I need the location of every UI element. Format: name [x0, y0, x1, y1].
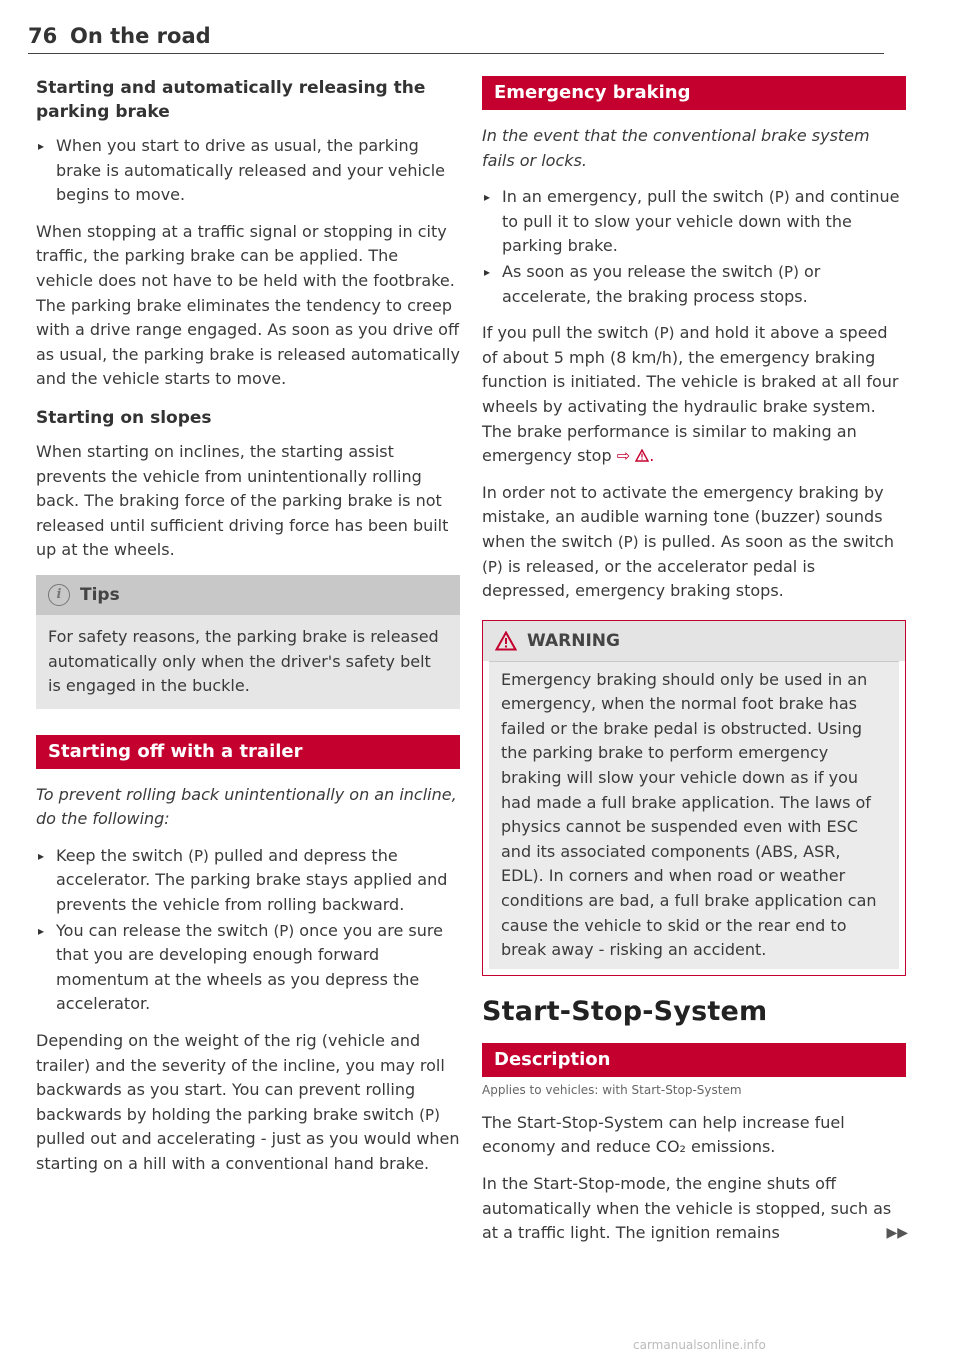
page-header	[28, 24, 884, 54]
parking-switch-icon: (P)	[482, 557, 503, 576]
section-title: On the road	[70, 24, 211, 48]
parking-switch-icon: (P)	[778, 262, 799, 281]
section-bar-trailer: Starting off with a trailer	[36, 735, 460, 769]
paragraph-stopping: When stopping at a traffic signal or stopping in city traffic, the parking brake can be applied. The vehicle does not have to be held with the footbrake. The parking brake eliminates the tendency to creep with a drive range engaged. As soon as you drive off as usual, the parking brake is released automatically and the vehicle starts to move.	[36, 221, 460, 389]
paragraph-weight	[36, 1029, 460, 1177]
tips-header	[36, 575, 460, 615]
arrow-right-icon: ⇨	[616, 446, 631, 466]
step-text: As soon as you release the switch	[502, 261, 774, 281]
section-bar-description: Description	[482, 1043, 906, 1077]
parking-switch-icon: (P)	[273, 921, 295, 940]
list-item: ▸ When you start to drive as usual, the parking brake is automatically released and your vehicle begins to move.	[36, 134, 460, 208]
tips-box	[36, 575, 460, 709]
warning-header	[483, 621, 905, 661]
paragraph-order	[482, 481, 906, 604]
page-number: 76	[28, 24, 58, 48]
parking-switch-icon: (P)	[419, 1105, 440, 1124]
applies-note: Applies to vehicles: with Start-Stop-System	[482, 1082, 742, 1097]
cross-reference-link[interactable]: ⇨ .	[616, 446, 655, 466]
parking-switch-icon: (P)	[653, 324, 675, 343]
list-item	[36, 919, 460, 1017]
heading-release: Starting and automatically releasing the parking brake	[36, 78, 426, 122]
section-bar-emergency: Emergency braking	[482, 76, 906, 110]
step-text: or accelerate, the braking process stops.	[502, 261, 821, 306]
release-steps	[36, 134, 460, 208]
step-text: once you are sure that you are developing enough forward momentum at the wheels as you depress the accelerator.	[56, 920, 443, 1014]
warning-label: WARNING	[527, 630, 620, 651]
parking-switch-icon: (P)	[768, 188, 790, 207]
heading-slopes: Starting on slopes	[36, 407, 212, 428]
step-text: In an emergency, pull the switch	[502, 187, 764, 207]
step-text: pulled and depress the accelerator. The parking brake stays applied and prevents the vehicle from rolling backward.	[56, 845, 448, 915]
tips-label: Tips	[80, 584, 120, 605]
text-span: pulled out and accelerating - just as you would when starting on a hill with a conventional hand brake.	[36, 1129, 460, 1173]
double-arrow-right-icon[interactable]: ▶▶	[886, 1225, 908, 1242]
right-column	[482, 76, 906, 1258]
list-item	[36, 844, 460, 918]
warning-body	[489, 661, 899, 969]
text-span: In order not to activate the emergency braking by mistake, an audible warning tone (buzzer) sounds when the switch	[482, 482, 884, 551]
text-span: and hold it above a speed of about 5 mph (8 km/h), the emergency braking function is initiated. The vehicle is braked at all four wheels by activating the hydraulic brake system. The brake performance is similar to making an emergency stop	[482, 323, 899, 466]
text-span: In the Start-Stop-mode, the engine shuts off automatically when the vehicle is stopped, such as at a traffic light. The ignition remains	[482, 1174, 892, 1243]
paragraph-desc-2	[482, 1172, 906, 1246]
watermark: carmanualsonline.info	[633, 1338, 766, 1352]
step-text: Keep the switch	[56, 845, 184, 865]
paragraph-pull	[482, 321, 906, 469]
warning-box	[482, 620, 906, 976]
info-icon: i	[48, 584, 70, 606]
trailer-intro: To prevent rolling back unintentionally on an incline, do the following:	[36, 784, 457, 829]
trailer-steps	[36, 844, 460, 1017]
warning-icon	[635, 449, 649, 462]
paragraph-desc-1: The Start-Stop-System can help increase fuel economy and reduce CO₂ emissions.	[482, 1112, 845, 1157]
warning-text: Emergency braking should only be used in an emergency, when the normal foot brake has failed or the brake pedal is obstructed. Using the parking brake to perform emergency braking will slow your vehicle down as if you had made a full brake application. The laws of physics cannot be suspended even with ESC and its associated components (ABS, ASR, EDL). In corners and when road or weather conditions are bad, a full brake application can cause the vehicle to skid or the rear end to break away - risking an accident.	[501, 669, 877, 960]
list-item	[482, 185, 906, 259]
parking-switch-icon: (P)	[617, 532, 639, 551]
left-column	[36, 76, 460, 1189]
list-item	[482, 260, 906, 309]
step-text: You can release the switch	[56, 920, 269, 940]
emergency-steps	[482, 185, 906, 309]
paragraph-slopes: When starting on inclines, the starting assist prevents the vehicle from unintentionally rolling back. The braking force of the parking brake is not released until sufficient driving force has been built up at the wheels.	[36, 441, 449, 560]
header-divider	[28, 53, 884, 54]
parking-switch-icon: (P)	[188, 846, 209, 865]
text-span: If you pull the switch	[482, 323, 649, 343]
tips-text: For safety reasons, the parking brake is released automatically only when the driver's safety belt is engaged in the buckle.	[48, 626, 439, 696]
text-span: is released, or the accelerator pedal is depressed, emergency braking stops.	[482, 556, 816, 601]
step-text: and continue to pull it to slow your vehicle down with the parking brake.	[502, 187, 900, 256]
heading-start-stop: Start-Stop-System	[482, 995, 768, 1027]
text-span: Depending on the weight of the rig (vehicle and trailer) and the severity of the incline, you may roll backwards as you start. You can prevent rolling backwards by holding the parking brake switch	[36, 1031, 445, 1124]
emergency-intro: In the event that the conventional brake system fails or locks.	[482, 126, 870, 170]
text-span: is pulled. As soon as the switch	[643, 531, 895, 551]
warning-triangle-icon	[495, 631, 517, 651]
